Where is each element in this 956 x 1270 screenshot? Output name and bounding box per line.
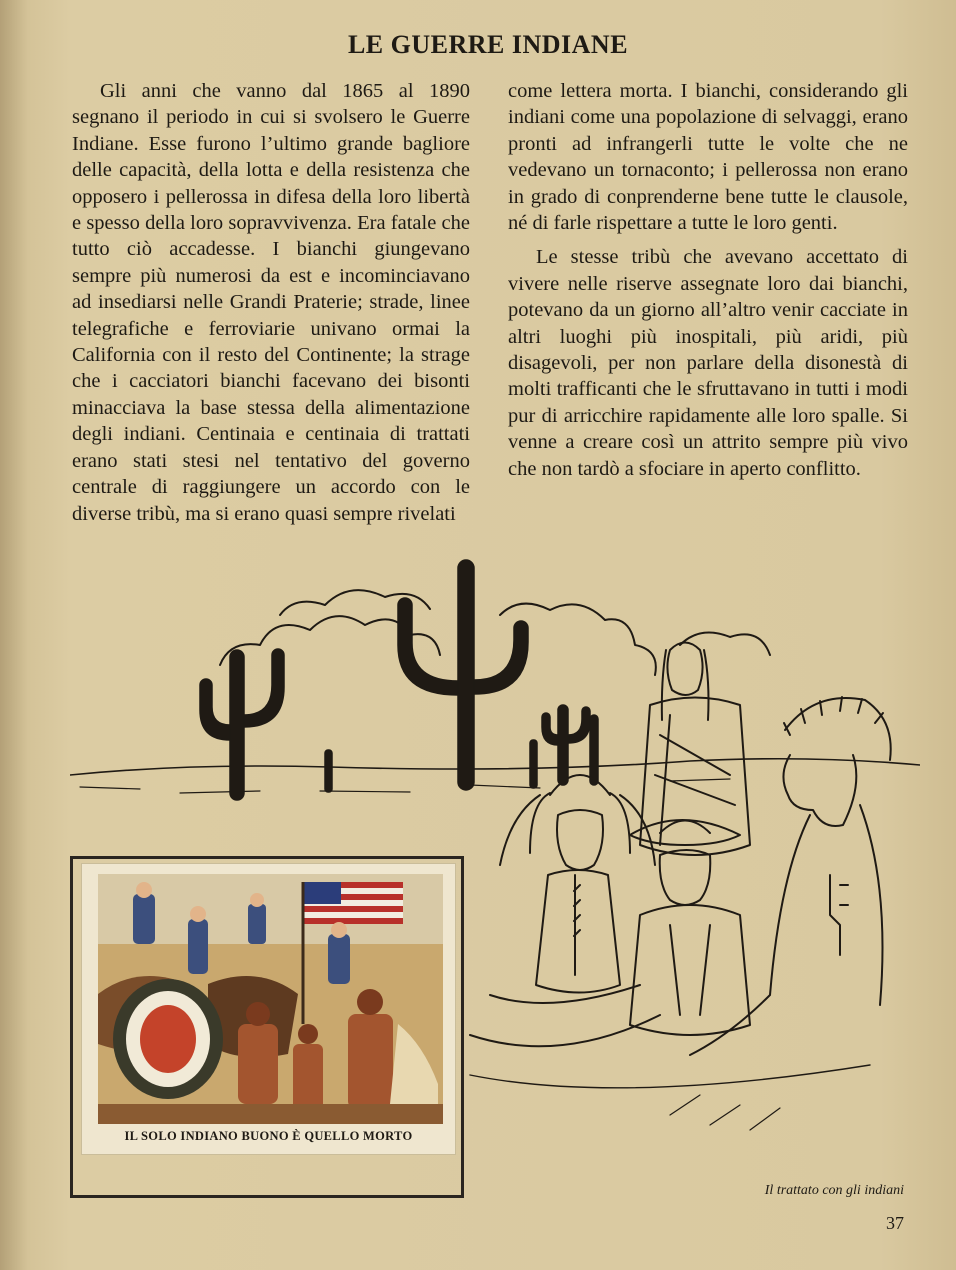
profile-chief-figure <box>690 697 891 1055</box>
illustration-caption: Il trattato con gli indiani <box>764 1183 904 1198</box>
article-paragraph-1-continuation: come lettera morta. I bianchi, considerando gli indiani come una popolazione di selvaggi, erano pronti ad infrangerli tutte le volte che ne vedevano un tornaconto; i pellerossa non erano in grado di conprenderne bene tutte le clausole, né di farle rispettare a tutte le loro genti. <box>508 80 908 235</box>
inset-caption: IL SOLO INDIANO BUONO È QUELLO MORTO <box>124 1129 413 1143</box>
cactus-left <box>200 649 284 800</box>
inset-picture-card <box>82 864 455 1154</box>
article-left-column <box>72 78 470 527</box>
page-number: 37 <box>886 1213 904 1233</box>
article-right-column <box>508 78 908 482</box>
page-title: LE GUERRE INDIANE <box>347 30 629 59</box>
war-bonnet-shape <box>113 979 223 1099</box>
battle-painting <box>98 874 443 1124</box>
cactus-center <box>398 560 528 790</box>
article-paragraph-1: Gli anni che vanno dal 1865 al 1890 segnano il periodo in cui si svolsero le Guerre Indiane. Esse furono l’ultimo grande bagliore delle capacità, della lotta e della resistenza che opposero i pellerossa in difesa della loro libertà e spesso della loro sopravvivenza. Era fatale che tutto ciò accadesse. I bianchi giungevano sempre più numerosi da est e incominciavano ad insediarsi nelle Grandi Praterie; strade, linee telegrafiche e ferroviarie univano ormai la California con il resto del Continente; la strage che i cacciatori bianchi facevano dei bisonti minacciava la base stessa della alimentazione degli indiani. Centinaia e centinaia di trattati erano stati stesi nel tentativo del governo centrale di raggiungere un accordo con le diverse tribù, ma si erano quasi sempre rivelati <box>72 80 470 525</box>
horizon-line <box>70 759 920 775</box>
article-paragraph-2: Le stesse tribù che avevano accettato di vivere nelle riserve assegnate loro dai bianchi, potevano da un giorno all’altro venir cacciate in altri luoghi più inospitali, più aridi, più disagevoli, per non parlare della disonestà di molti trafficanti che le sfruttavano in tutti i modi pur di arricchire rapidamente alle loro spalle. Si venne a creare così un attrito sempre più vivo che non tardò a sfociare in aperto conflitto. <box>508 246 908 480</box>
hatted-man-figure <box>630 820 750 1035</box>
